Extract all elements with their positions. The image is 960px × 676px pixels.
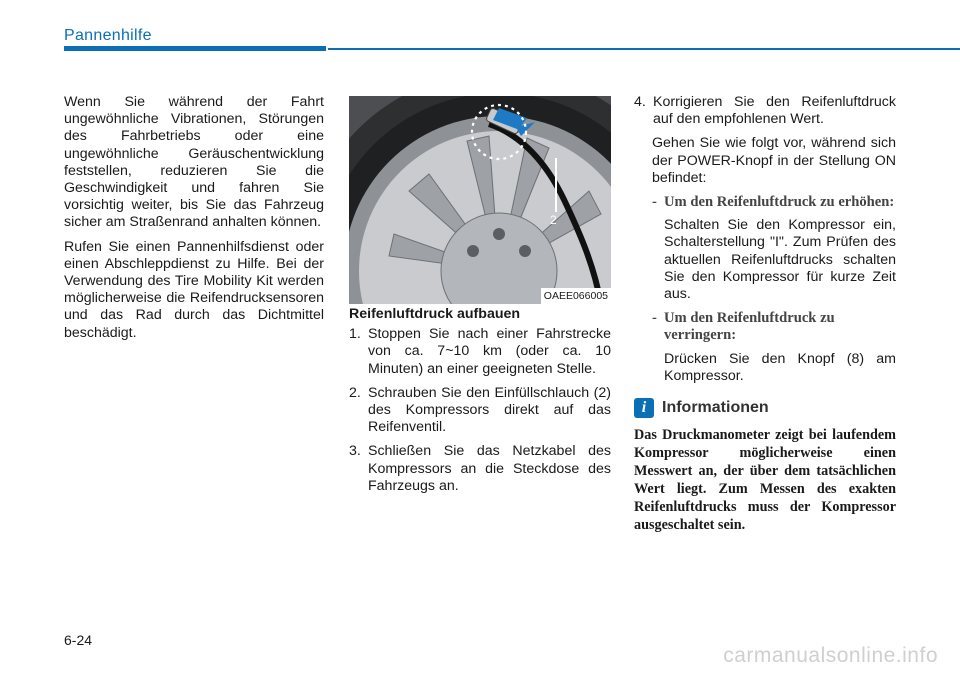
left-column: [64, 94, 324, 349]
step-4: [634, 94, 896, 128]
page-number: 6-24: [64, 632, 93, 648]
dash-marker: -: [652, 194, 657, 211]
header-rule-thick: [64, 46, 326, 51]
step-1: [349, 326, 611, 378]
step-text: Korrigieren Sie den Reifenluftdruck auf den empfohlenen Wert.: [653, 94, 896, 128]
step-2: [349, 385, 611, 437]
wheel-illustration: [349, 96, 611, 304]
info-text: Das Druckmanometer zeigt bei laufendem Kompressor möglicherweise einen Messwert an, der über dem tatsächlichen Wert liegt. Zum Messen des exakten Reifenluftdrucks muss der Kompressor ausgeschaltet sein.: [634, 427, 896, 534]
wheel-drawing: [349, 96, 611, 304]
info-icon: i: [634, 398, 654, 418]
dash-marker: -: [652, 310, 657, 327]
middle-column: [349, 306, 611, 502]
step-3: [349, 443, 611, 495]
step-text: Schließen Sie das Netzkabel des Kompressors an die Steckdose des Fahrzeugs an.: [368, 443, 611, 494]
intro-paragraph: Wenn Sie während der Fahrt ungewöhnliche Vibrationen, Störungen des Fahrbetriebs oder eine ungewöhnliche Geräuschentwicklung feststellen, reduzieren Sie die Geschwindigkeit und fahren Sie vorsichtig weiter, bis Sie das Fahrzeug sicher am Straßenrand anhalten können.: [64, 94, 324, 231]
figure-code: OAEE066005: [541, 288, 611, 304]
section-title: Pannenhilfe: [64, 27, 152, 44]
decrease-heading: [652, 310, 896, 344]
service-paragraph: Rufen Sie einen Pannenhilfsdienst oder einen Abschleppdienst zu Hilfe. Bei der Verwendung des Tire Mobility Kit werden möglicherweise die Reifendrucksensoren und das Rad durch das Dichtmittel beschädigt.: [64, 238, 324, 341]
header-rule-thin: [328, 48, 960, 50]
decrease-text: Drücken Sie den Knopf (8) am Kompressor.: [664, 350, 896, 384]
increase-heading: [652, 194, 896, 211]
right-column: [634, 94, 896, 541]
callout-2: 2: [550, 213, 557, 227]
step-number: 4.: [634, 94, 646, 110]
step-number: 1.: [349, 326, 361, 343]
step-number: 3.: [349, 443, 361, 460]
step-text: Stoppen Sie nach einer Fahrstrecke von ca. 7~10 km (oder ca. 10 Minuten) an einer geeigneten Stelle.: [368, 326, 611, 377]
watermark: carmanualsonline.info: [723, 644, 938, 667]
increase-text: Schalten Sie den Kompressor ein, Schalterstellung "I". Zum Prüfen des aktuellen Reifenluftdrucks schalten Sie den Kompressor für kurze Zeit aus.: [664, 217, 896, 303]
info-title: Informationen: [662, 399, 769, 417]
decrease-title: Um den Reifenluftdruck zu verringern:: [664, 310, 835, 344]
step-text: Schrauben Sie den Einfüllschlauch (2) des Kompressors direkt auf das Reifenventil.: [368, 384, 611, 436]
step-number: 2.: [349, 384, 361, 401]
inflate-heading: Reifenluftdruck aufbauen: [349, 306, 521, 322]
step-4-subtext: Gehen Sie wie folgt vor, während sich der POWER-Knopf in der Stellung ON befindet:: [652, 135, 896, 186]
increase-title: Um den Reifenluftdruck zu erhöhen:: [664, 194, 895, 211]
info-header: [634, 398, 896, 418]
